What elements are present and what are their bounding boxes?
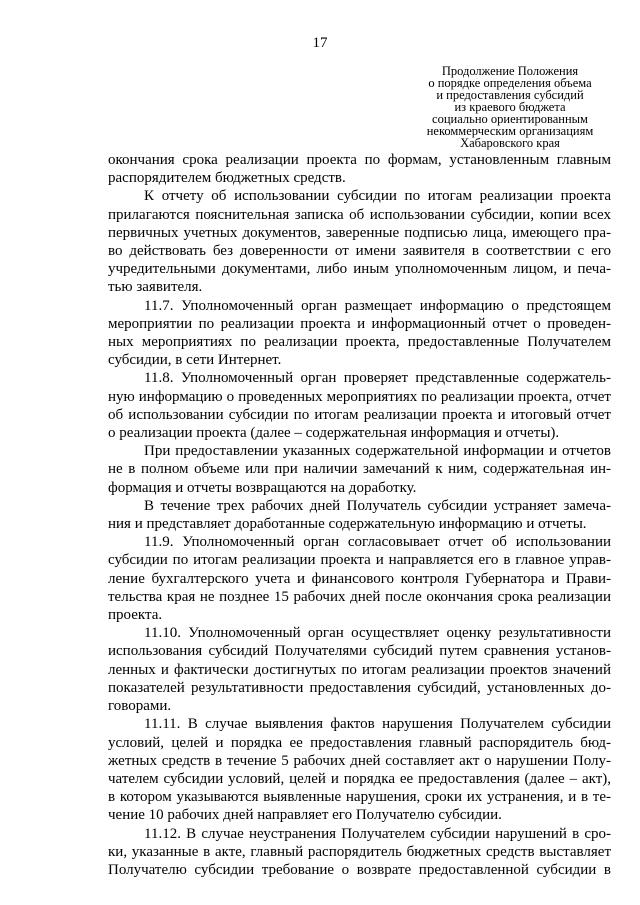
text-line: 11.7. Уполномоченный орган размещает информацию о предстоящем [144, 297, 611, 314]
header-line: некоммерческим организациям [426, 124, 594, 138]
text-line: о реализации проекта (далее – содержательная информация и отчеты). [108, 425, 560, 442]
header-line: Продолжение Положения [441, 64, 579, 78]
paragraph [108, 151, 611, 187]
text-line: жетных средств в течение 5 рабочих дней составляет акт о нарушении Полу- [108, 752, 611, 769]
text-line: об использовании субсидии по итогам реализации проекта и итоговый отчет [108, 406, 611, 423]
text-line: тью заявителя. [108, 279, 203, 296]
text-line: субсидии по итогам реализации проекта и направляется его в главное управ- [108, 552, 611, 569]
document-body [108, 151, 611, 879]
text-line: проекта. [108, 607, 163, 624]
text-line: ки, указанные в акте, главный распорядитель бюджетных средств выставляет [108, 843, 611, 860]
text-line: показателей результативности предоставления субсидий, установленных до- [108, 679, 611, 696]
header-line: социально ориентированным [432, 112, 588, 126]
text-line: ленных и фактически достигнутых по итогам реализации проектов значений [108, 661, 611, 678]
text-line: 11.9. Уполномоченный орган согласовывает отчет об использовании [144, 534, 611, 551]
text-line: не в полном объеме или при наличии замечаний к ним, содержательная ин- [108, 461, 611, 478]
text-line: ния и представляет доработанные содержательную информацию и отчеты. [108, 516, 587, 533]
text-line: прилагаются пояснительная записка об использовании субсидии, копии всех [108, 206, 611, 223]
text-line: первичных учетных документов, заверенные подписью лица, имеющего пра- [108, 224, 611, 241]
text-line: условий, целей и порядка ее предоставления главный распорядитель бюд- [108, 734, 611, 751]
text-line: распорядителем бюджетных средств. [108, 170, 346, 187]
paragraph [108, 497, 611, 533]
header-line: и предоставления субсидий [436, 88, 584, 102]
text-line: говорами. [108, 698, 172, 715]
text-line: Получателю субсидии требование о возврате предоставленной субсидии в [108, 861, 611, 878]
text-line: ных мероприятиях по реализации проекта, предоставленные Получателем [108, 334, 611, 351]
paragraph [108, 533, 611, 624]
text-line: тельства края не позднее 15 рабочих дней после окончания срока реализации [108, 588, 611, 605]
document-header [370, 65, 640, 149]
text-line: субсидии, в сети Интернет. [108, 352, 282, 369]
header-line: из краевого бюджета [454, 100, 566, 114]
text-line: В течение трех рабочих дней Получатель субсидии устраняет замеча- [144, 497, 611, 514]
text-line: К отчету об использовании субсидии по итогам реализации проекта [144, 188, 611, 205]
paragraph [108, 187, 611, 296]
page-number: 17 [312, 35, 328, 51]
text-line: ление бухгалтерского учета и финансового контроля Губернатора и Прави- [108, 570, 611, 587]
text-line: использования субсидий Получателями субсидий путем сравнения установ- [108, 643, 611, 660]
paragraph [108, 297, 611, 370]
text-line: чение 10 рабочих дней направляет его Получателю субсидии. [108, 807, 502, 824]
text-line: При предоставлении указанных содержательной информации и отчетов [144, 443, 611, 460]
paragraph [108, 715, 611, 824]
text-line: ную информацию о проведенных мероприятиях по реализации проекта, отчет [108, 388, 611, 405]
paragraph [108, 825, 611, 880]
paragraph [108, 442, 611, 497]
header-line: о порядке определения объема [428, 76, 592, 90]
text-line: чателем субсидии условий, целей и порядка ее предоставления (далее – акт), [108, 770, 611, 787]
text-line: 11.11. В случае выявления фактов нарушения Получателем субсидии [144, 716, 611, 733]
text-line: в котором указываются выявленные нарушения, сроки их устранения, и в те- [108, 789, 611, 806]
text-line: мероприятии по реализации проекта и информационный отчет о проведен- [108, 315, 611, 332]
text-line: 11.10. Уполномоченный орган осуществляет оценку результативности [144, 625, 611, 642]
text-line: во действовать без доверенности от имени заявителя в соответствии с его [108, 243, 611, 260]
text-line: формация и отчеты возвращаются на доработку. [108, 479, 417, 496]
text-line: 11.12. В случае неустранения Получателем субсидии нарушений в сро- [144, 825, 611, 842]
text-line: 11.8. Уполномоченный орган проверяет представленные содержатель- [144, 370, 611, 387]
text-line: окончания срока реализации проекта по формам, установленным главным [108, 152, 611, 168]
paragraph [108, 624, 611, 715]
header-line: Хабаровского края [460, 136, 560, 150]
paragraph [108, 369, 611, 442]
text-line: учредительными документами, либо иным уполномоченным лицом, и печа- [108, 261, 611, 278]
